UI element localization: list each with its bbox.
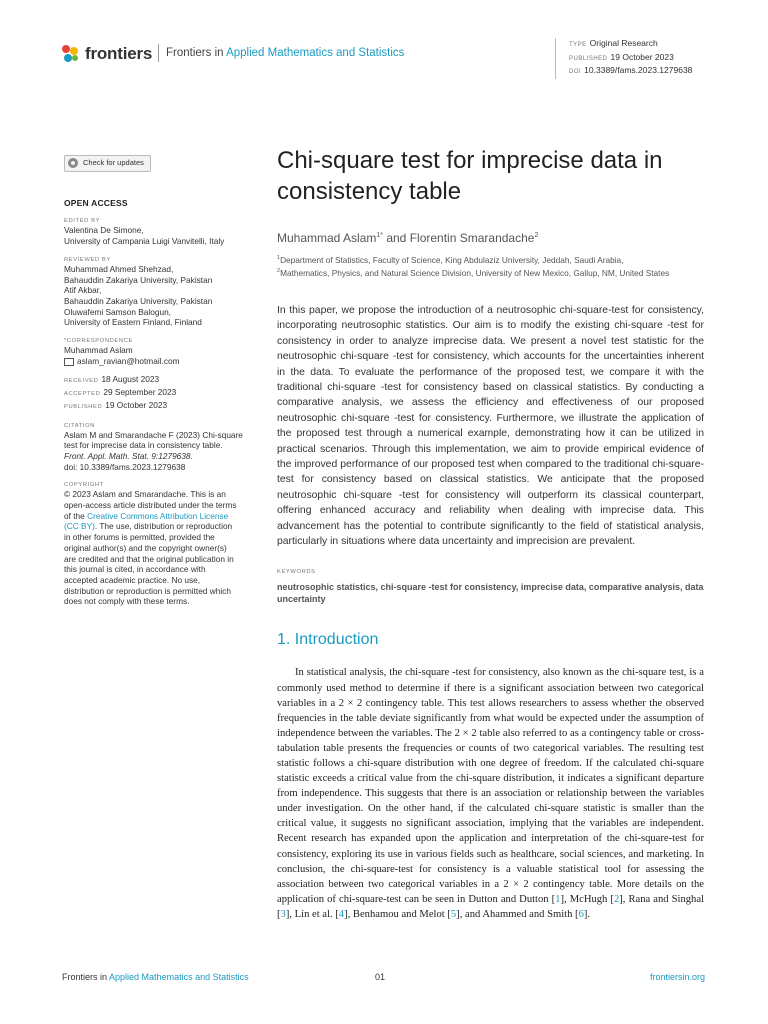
copyright-line [64, 511, 264, 522]
copyright-line: open-access article distributed under the terms [64, 500, 237, 511]
article-meta [555, 38, 692, 79]
cc-by-link[interactable]: (CC BY) [64, 521, 95, 532]
sidebar-published-date: 19 October 2023 [105, 399, 168, 410]
type-label: TYPE [569, 42, 587, 48]
correspondence-email[interactable]: aslam_ravian@hotmail.com [77, 355, 180, 366]
correspondence-email-row[interactable] [64, 356, 264, 367]
citation-line: Aslam M and Smarandache F (2023) Chi-square [64, 429, 243, 440]
page-number: 01 [375, 972, 386, 982]
section-heading-introduction: 1. Introduction [277, 631, 379, 649]
intro-text: ], Benhamou and Melot [ [344, 908, 451, 920]
copyright-of: of the [64, 510, 88, 521]
reviewed-by-label: REVIEWED BY [64, 256, 111, 263]
page-header [62, 38, 712, 78]
accepted-row [64, 387, 264, 400]
reference-link[interactable]: 2 [613, 893, 620, 905]
intro-text: ]. [583, 908, 591, 920]
introduction-paragraph: In statistical analysis, the chi-square -test for consistency, also known as the chi-square test, is a commonly used method to determine if there is a significant association between two categorical variables in a 2 × 2 contingency table. This test allows researchers to assess whether the observed frequencies in the table deviate significantly from what would be expected under the assumption of independence between the variables. The 2 × 2 table also referred to as a contingency table or cross-tabulation table presents the frequencies or counts of two categorical variables. The resulting test statistic follows a chi-square distribution with one degree of freedom. If the calculated chi-square statistic exceeds a critical value from the chi-square distribution, it indicates a significant departure from independence. This suggests that there is an association or relationship between the variables under investigation. On the other hand, if the calculated chi-square statistic is smaller than the critical value, it suggests no significant association, implying that the variables are independent. Recent research has expanded upon the application and interpretation of the chi-square-test for consistency, exploring its use in various fields such as healthcare, social sciences, and marketing. In conclusion, the chi-square-test for consistency is a valuable statistical tool for assessing the association between two categorical variables in a 2 × 2 contingency table. More details on the application of chi-square-test can be seen in Dutton and Dutton [1], McHugh [2], Rana and Singhal [3], Lin et al. [4], Benhamou and Melot [5], and Ahammed and Smith [6]. [277, 667, 704, 920]
correspondence-name: Muhammad Aslam [64, 345, 133, 356]
check-for-updates-button[interactable] [64, 155, 151, 172]
copyright-line: in other forums is permitted, provided the [64, 532, 215, 543]
copyright-line: distribution or reproduction is permitted which [64, 585, 231, 596]
accepted-date: 29 September 2023 [103, 387, 177, 398]
abstract: In this paper, we propose the introduction of a neutrosophic chi-square-test for consistency, incorporating neutrosophic statistics. Our aim is to modify the existing chi-square -test for consistency in order to analyze imprecise data. We present a novel test statistic for the neutrosophic chi-square -test for consistency, which accounts for the uncertainties inherent in the data. To evaluate the performance of the proposed test, we compare it with the traditional chi-square -test for consistency based on classical statistics. By conducting a comparative analysis, we assess the efficiency and effectiveness of our proposed neutrosophic chi-square -test for consistency. Furthermore, we illustrate the application of the proposed test through a numerical example, demonstrating how it can be utilized in practical scenarios. Through this implementation, we aim to provide empirical evidence of the improved performance of our proposed test when compared to the traditional chi-square-test for consistency based on classical statistics. We anticipate that the proposed neutrosophic chi-square -test for consistency will outperform its classical counterpart, offering enhanced accuracy and reliability when dealing with imprecise data. This advancement has the potential to contribute significantly to the field of statistical analysis, particularly in situations where data uncertainty and imprecision are prevalent. [277, 304, 704, 548]
author-name[interactable]: Muhammad Aslam [277, 231, 377, 245]
doi-label: DOI [569, 69, 582, 75]
frontiers-logo-icon [62, 45, 80, 63]
journal-name: Applied Mathematics and Statistics [226, 47, 405, 59]
sidebar-published-label: PUBLISHED [64, 403, 103, 410]
footer-journal[interactable] [62, 972, 249, 982]
copyright-line [64, 521, 264, 532]
doi-value[interactable]: 10.3389/fams.2023.1279638 [584, 65, 693, 75]
copyright-line: does not comply with these terms. [64, 596, 190, 607]
copyright-text: . The use, distribution or reproduction [94, 521, 233, 532]
copyright-line: accepted academic practice. No use, [64, 574, 201, 585]
author-list [277, 231, 704, 245]
check-updates-label: Check for updates [83, 158, 144, 167]
reviewer-line: Bahauddin Zakariya University, Pakistan [64, 274, 213, 285]
envelope-icon [64, 358, 74, 366]
keywords-label: KEYWORDS [277, 569, 316, 576]
copyright-label: COPYRIGHT [64, 482, 104, 489]
update-icon [68, 158, 78, 168]
reviewer-line: University of Eastern Finland, Finland [64, 317, 202, 328]
copyright-line: this journal is cited, in accordance with [64, 564, 206, 575]
copyright-line: are credited and that the original publication in [64, 553, 234, 564]
logo-text: frontiers [85, 44, 153, 63]
reference-link[interactable]: 6 [578, 908, 584, 920]
copyright-line: original author(s) and the copyright owner(s) [64, 542, 227, 553]
published-row [64, 400, 264, 413]
correspondence-label: *CORRESPONDENCE [64, 338, 133, 345]
citation-label: CITATION [64, 422, 95, 429]
open-access-label: OPEN ACCESS [64, 197, 128, 208]
reference-link[interactable]: 3 [280, 908, 286, 920]
reviewer-line: Atif Akbar, [64, 285, 102, 296]
received-date: 18 August 2023 [101, 374, 160, 385]
affiliation-mark: 1 [277, 255, 281, 261]
affiliation-mark: 2 [277, 267, 281, 274]
affiliations [277, 253, 704, 279]
article-type: Original Research [589, 38, 658, 48]
received-label: RECEIVED [64, 378, 99, 385]
author-name[interactable]: Florentin Smarandache [409, 231, 535, 245]
intro-text: ], and Ahammed and Smith [ [456, 908, 579, 920]
editor-line: University of Campania Luigi Vanvitelli, Italy [64, 236, 225, 247]
author-separator: and [383, 231, 410, 245]
footer-journal-prefix: Frontiers in [62, 972, 108, 982]
article-title: Chi-square test for imprecise data in consistency table [277, 147, 663, 205]
published-date: 19 October 2023 [610, 51, 674, 62]
author-affiliation-mark: 2 [534, 232, 539, 239]
header-divider [158, 44, 159, 62]
reference-link[interactable]: 5 [450, 908, 457, 920]
article-main [277, 145, 704, 933]
keywords: neutrosophic statistics, chi-square -test for consistency, imprecise data, comparative analysis, data uncertainty [277, 582, 704, 605]
reviewer-line: Bahauddin Zakariya University, Pakistan [64, 295, 213, 306]
citation-doi[interactable]: doi: 10.3389/fams.2023.1279638 [64, 461, 186, 472]
reference-link[interactable]: 4 [338, 908, 345, 920]
reviewer-line: Muhammad Ahmed Shehzad, [64, 263, 174, 274]
cc-license-link[interactable]: Creative Commons Attribution License [87, 510, 229, 521]
affiliation-text: Mathematics, Physics, and Natural Science Division, University of New Mexico, Gallup, NM, United States [280, 267, 670, 278]
edited-by-label: EDITED BY [64, 218, 101, 225]
accepted-label: ACCEPTED [64, 391, 101, 398]
citation-line: Front. Appl. Math. Stat. 9:1279638. [64, 450, 193, 461]
footer-site-link[interactable]: frontiersin.org [649, 972, 705, 982]
copyright-line: © 2023 Aslam and Smarandache. This is an [64, 489, 226, 500]
author-affiliation-mark: 1* [376, 232, 383, 239]
affiliation-text: Department of Statistics, Faculty of Science, King Abdulaziz University, Jeddah, Saudi Arabia, [280, 254, 624, 265]
intro-text: , McHugh [ [564, 893, 614, 905]
intro-text: ], Lin et al. [ [285, 908, 339, 920]
published-label: PUBLISHED [569, 55, 608, 62]
intro-text: ], Rana and Singhal [ [277, 893, 704, 920]
footer-journal-name: Applied Mathematics and Statistics [109, 972, 249, 982]
article-sidebar [64, 155, 264, 607]
editor-line: Valentina De Simone, [64, 225, 144, 236]
received-row [64, 374, 264, 387]
reference-link[interactable]: 1 [555, 893, 561, 905]
journal-prefix: Frontiers in [166, 47, 224, 59]
intro-text: In statistical analysis, the chi-square -test for consistency, also known as the chi-square test, is a commonly used method to determine if there is a significant association between two categorical variables in a 2 × 2 contingency table. This test allows researchers to assess whether the observed frequencies in the table deviate significantly from what would be expected under the assumption of independence between the variables. The 2 × 2 table also referred to as a contingency table or cross-tabulation table presents the frequencies or counts of two categorical variables. The resulting test statistic follows a chi-square distribution with one degree of freedom. If the calculated chi-square statistic exceeds a critical value from the chi-square distribution, it indicates a significant departure from independence. This suggests that there is an association or relationship between the variables under investigation. On the other hand, if the calculated chi-square statistic is smaller than the critical value, it suggests no significant association, implying that the variables are independent. Recent research has expanded upon the application and interpretation of the chi-square-test for consistency, exploring its use in various fields such as healthcare, social sciences, and marketing. In conclusion, the chi-square-test for consistency is a valuable statistical tool for assessing the association between two categorical variables in a 2 × 2 contingency table. More details on the application of chi-square-test can be seen in Dutton and Dutton [277, 667, 704, 905]
reviewer-line: Oluwafemi Samson Balogun, [64, 306, 171, 317]
citation-line: test for imprecise data in consistency table. [64, 440, 223, 451]
frontiers-logo[interactable] [62, 43, 152, 65]
journal-title[interactable] [166, 47, 404, 59]
